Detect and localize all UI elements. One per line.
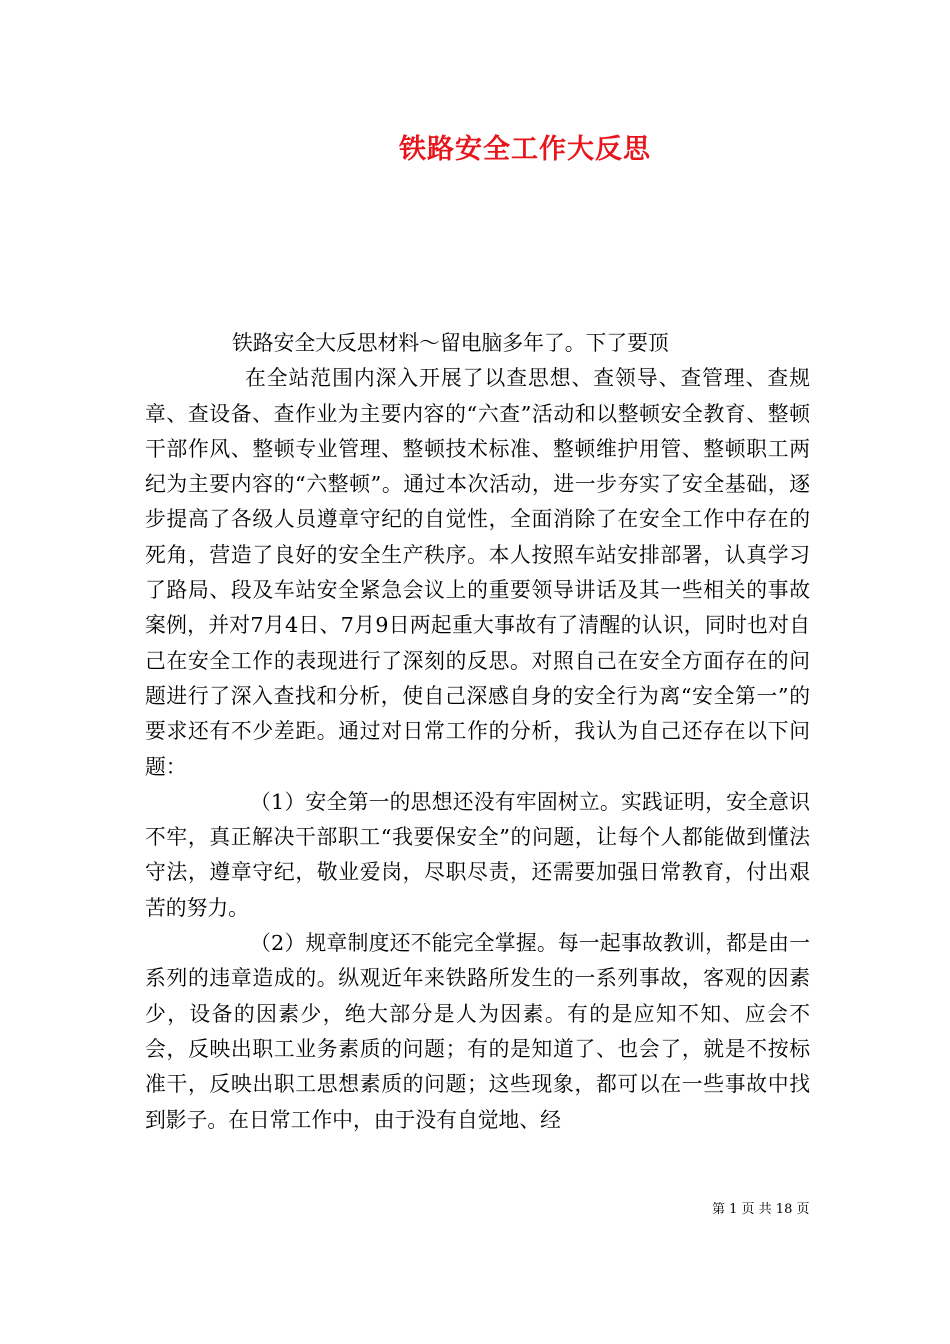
paragraph-point-2: （2）规章制度还不能完全掌握。每一起事故教训，都是由一系列的违章造成的。纵观近年来铁路所发生的一系列事故，客观的因素少，设备的因素少，绝大部分是人为因素。有的是应知不知、应会不会，反映出职工业务素质的问题；有的是知道了、也会了，就是不按标准干，反映出职工思想素质的问题；这些现象，都可以在一些事故中找到影子。在日常工作中，由于没有自觉地、经 — [145, 931, 810, 1132]
page-number-footer: 第 1 页 共 18 页 — [712, 1202, 810, 1217]
paragraph-intro: 在全站范围内深入开展了以查思想、查领导、查管理、查规章、查设备、查作业为主要内容的“六查”活动和以整顿安全教育、整顿干部作风、整顿专业管理、整顿技术标准、整顿维护用管、整顿职工两纪为主要内容的“六整顿”。通过本次活动，进一步夯实了安全基础，逐步提高了各级人员遵章守纪的自觉性，全面消除了在安全工作中存在的死角，营造了良好的安全生产秩序。本人按照车站安排部署，认真学习了路局、段及车站安全紧急会议上的重要领导讲话及其一些相关的事故案例，并对7月4日、7月9日两起重大事故有了清醒的认识，同时也对自己在安全工作的表现进行了深刻的反思。对照自己在安全方面存在的问题进行了深入查找和分析，使自己深感自身的安全行为离“安全第一”的要求还有不少差距。通过对日常工作的分析，我认为自己还存在以下问题： — [145, 366, 810, 779]
document-title: 铁路安全工作大反思 — [399, 134, 651, 165]
document-body — [145, 326, 810, 1138]
paragraph-point-1: （1）安全第一的思想还没有牢固树立。实践证明，安全意识不牢，真正解决干部职工“我要保安全”的问题，让每个人都能做到懂法守法，遵章守纪，敬业爱岗，尽职尽责，还需要加强日常教育，付出艰苦的努力。 — [145, 789, 810, 920]
document-subtitle: 铁路安全大反思材料～留电脑多年了。下了要顶 — [232, 331, 669, 355]
